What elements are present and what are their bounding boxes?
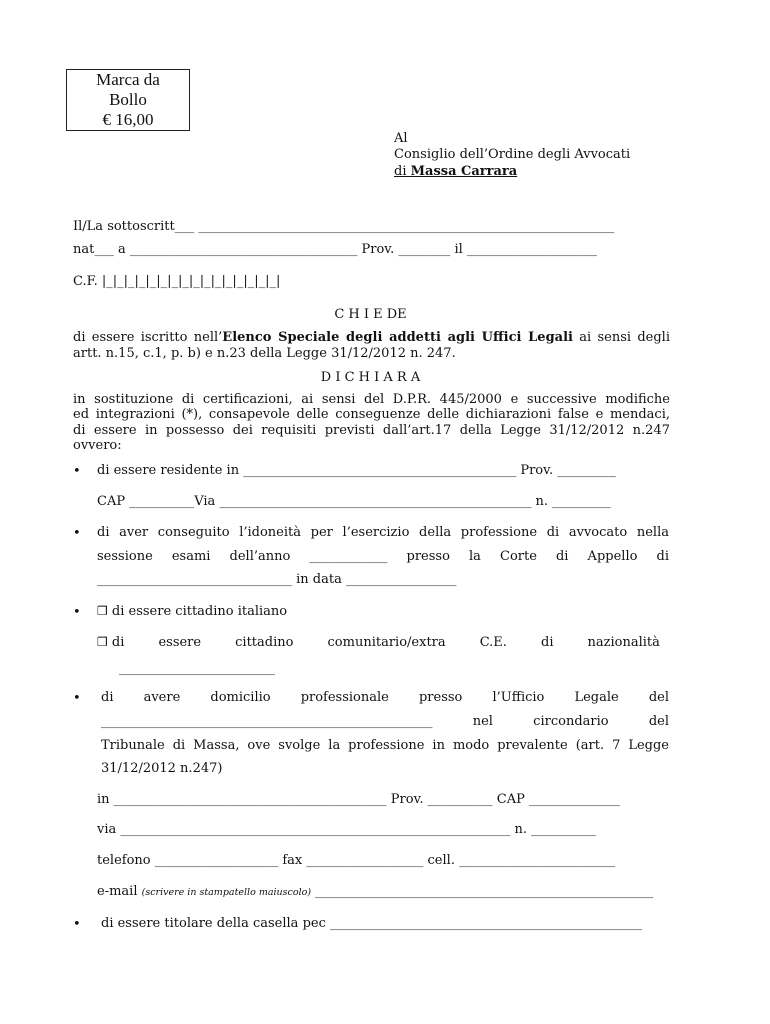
domicilio-line-4: 31/12/2012 n.247) [101, 761, 223, 776]
stamp-line-3: € 16,00 [102, 110, 154, 129]
email-blank[interactable]: ____________________________________________________ [311, 884, 654, 899]
dichiara-line-2: ed integrazioni (*), consapevole delle conseguenze delle dichiarazioni false e mendaci, [73, 407, 670, 422]
bullet-icon: • [73, 526, 81, 541]
field-domicilio-in[interactable]: in __________________________________________ Prov. __________ CAP ______________ [97, 792, 620, 807]
field-idoneita-anno[interactable]: sessione esami dell’anno ____________ presso la Corte di Appello di [97, 549, 669, 564]
stamp-line-1: Marca da [96, 70, 160, 89]
checkbox-icon[interactable]: ❒ [97, 635, 108, 649]
addressee-council: Consiglio dell’Ordine degli Avvocati [394, 147, 631, 162]
chiede-text-bold: Elenco Speciale degli addetti agli Uffici Legali [222, 330, 573, 345]
field-residenza[interactable]: di essere residente in __________________________________________ Prov. _________ [97, 463, 616, 478]
addressee-al: Al [394, 131, 408, 146]
chiede-text-post: ai sensi degli [572, 330, 670, 345]
field-domicilio-via[interactable]: via ____________________________________________________________ n. __________ [97, 822, 597, 837]
chiede-text-line2: artt. n.15, c.1, p. b) e n.23 della Legge 31/12/2012 n. 247. [73, 346, 456, 361]
bullet-icon: • [73, 917, 81, 932]
dichiara-line-4: ovvero: [73, 438, 122, 453]
option-cittadino-italiano-label: di essere cittadino italiano [111, 604, 288, 619]
field-idoneita-data[interactable]: ______________________________ in data _________________ [97, 572, 457, 587]
chiede-heading: C H I E DE [334, 307, 407, 322]
field-telefono-fax-cell[interactable]: telefono ___________________ fax __________________ cell. ________________________ [97, 853, 616, 868]
addressee-city-line [394, 164, 517, 179]
email-note: (scrivere in stampatello maiuscolo) [141, 887, 312, 898]
field-nato[interactable]: nat___ a ___________________________________ Prov. ________ il ____________________ [73, 242, 597, 257]
idoneita-line-1: di aver conseguito l’idoneità per l’esercizio della professione di avvocato nella [97, 525, 669, 540]
email-label: e-mail [97, 884, 142, 899]
field-codice-fiscale[interactable]: C.F. |_|_|_|_|_|_|_|_|_|_|_|_|_|_|_|_| [73, 274, 281, 289]
dichiara-line-3: di essere in possesso dei requisiti previsti dall’art.17 della Legge 31/12/2012 n.247 [73, 423, 670, 438]
checkbox-icon[interactable]: ❒ [97, 604, 108, 618]
field-nazionalita[interactable]: ________________________ [119, 661, 275, 676]
stamp-line-2: Bollo [109, 90, 147, 109]
field-pec[interactable]: di essere titolare della casella pec ________________________________________________ [101, 916, 642, 931]
bullet-icon: • [73, 605, 81, 620]
chiede-text [73, 330, 670, 345]
field-sottoscritto[interactable]: Il/La sottoscritt___ ________________________________________________________________ [73, 219, 615, 234]
option-cittadino-comunitario-label: di essere cittadino comunitario/extra C.E. di nazionalità [111, 635, 660, 650]
field-email[interactable] [97, 884, 653, 899]
bullet-icon: • [73, 691, 81, 706]
domicilio-line-3: Tribunale di Massa, ove svolge la professione in modo prevalente (art. 7 Legge [101, 738, 669, 753]
domicilio-line-1: di avere domicilio professionale presso l’Ufficio Legale del [101, 690, 669, 705]
chiede-text-pre: di essere iscritto nell’ [73, 330, 223, 345]
bullet-icon: • [73, 464, 81, 479]
option-cittadino-comunitario[interactable] [97, 635, 669, 650]
addressee-city: Massa Carrara [410, 164, 518, 179]
dichiara-heading: D I C H I A R A [320, 370, 421, 385]
option-cittadino-italiano[interactable] [97, 604, 287, 619]
addressee-di: di [394, 164, 411, 179]
field-ufficio-legale[interactable]: ___________________________________________________ nel circondario del [101, 714, 669, 729]
field-cap-via[interactable]: CAP __________Via ________________________________________________ n. _________ [97, 494, 611, 509]
dichiara-line-1: in sostituzione di certificazioni, ai sensi del D.P.R. 445/2000 e successive modifiche [73, 392, 670, 407]
revenue-stamp-box [66, 69, 190, 131]
